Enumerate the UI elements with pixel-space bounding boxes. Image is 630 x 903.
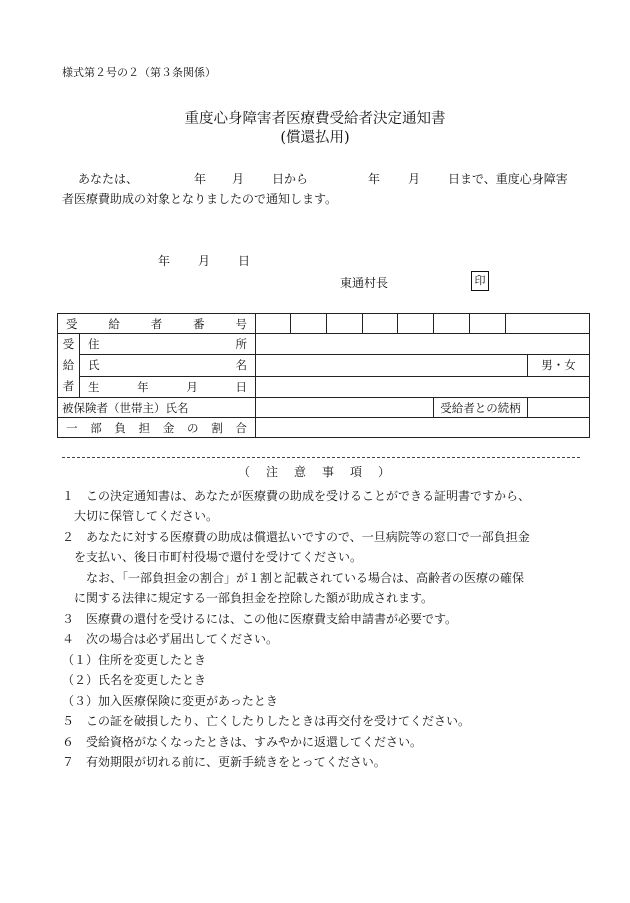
copay-char-6: の — [187, 420, 199, 435]
recipient-vertical-label — [58, 334, 80, 398]
copay-char-5: 金 — [162, 420, 175, 435]
insured-row — [58, 398, 590, 418]
intro-month-1: 月 — [232, 172, 245, 186]
note-line-8: ４ 次の場合は必ず届出してください。 — [62, 632, 279, 646]
issue-month: 月 — [198, 254, 211, 268]
note-line-1: １ この決定通知書は、あなたが医療費の助成を受けることができる証明書ですから、 — [62, 489, 531, 503]
cut-line — [62, 457, 580, 458]
birthdate-label — [80, 376, 256, 397]
relationship-label: 受給者との続柄 — [434, 398, 528, 418]
note-line-12: ５ この証を破損したり、亡くしたりしたときは再交付を受けてください。 — [62, 714, 471, 728]
intro-month-2: 月 — [408, 172, 421, 186]
rv-char-1: 受 — [62, 337, 75, 351]
birth-char-2: 年 — [137, 379, 149, 394]
note-line-10: （２）氏名を変更したとき — [62, 673, 207, 687]
intro-you: あなたは、 — [78, 172, 139, 186]
rn-char-1: 受 — [66, 316, 78, 331]
number-cell-1[interactable] — [256, 314, 291, 334]
note-line-5: なお、「一部負担金の割合」が１割と記載されている場合は、高齢者の医療の確保 — [62, 571, 525, 585]
name-label — [80, 355, 256, 376]
intro-line-2: 者医療費助成の対象となりましたので通知します。 — [62, 192, 338, 206]
intro-year-2: 年 — [368, 172, 381, 186]
note-line-6: に関する法律に規定する一部負担金を控除した額が助成されます。 — [62, 591, 434, 605]
note-line-7: ３ 医療費の還付を受けるには、この他に医療費支給申請書が必要です。 — [62, 612, 458, 626]
rv-char-2: 給 — [62, 358, 75, 372]
form-number: 様式第２号の２（第３条関係） — [62, 66, 216, 79]
name-row — [58, 355, 590, 376]
intro-day-until: 日まで、重度心身障害 — [448, 172, 568, 186]
number-cell-rest — [506, 314, 590, 334]
copay-char-8: 合 — [235, 420, 247, 435]
recipient-number-row — [58, 314, 590, 334]
issue-year: 年 — [158, 254, 171, 268]
seal-box: 印 — [471, 271, 489, 291]
birth-char-3: 月 — [186, 379, 198, 394]
insured-label: 被保険者（世帯主）氏名 — [58, 398, 256, 418]
issue-day: 日 — [238, 254, 251, 268]
copay-label — [58, 418, 256, 438]
number-cell-3[interactable] — [327, 314, 363, 334]
recipient-number-label — [58, 314, 256, 334]
intro-day-from: 日から — [272, 172, 309, 186]
rn-char-2: 給 — [108, 316, 120, 331]
intro-year-1: 年 — [194, 172, 207, 186]
copay-row — [58, 418, 590, 438]
rn-char-5: 号 — [235, 316, 247, 331]
address-value[interactable] — [256, 334, 590, 355]
address-row — [58, 334, 590, 355]
note-line-2: 大切に保管してください。 — [62, 509, 219, 523]
note-line-11: （３）加入医療保険に変更があったとき — [62, 694, 278, 708]
birth-char-1: 生 — [88, 379, 100, 394]
name-char-2: 名 — [235, 358, 247, 373]
copay-char-2: 部 — [90, 420, 102, 435]
note-line-13: ６ 受給資格がなくなったときは、すみやかに返還してください。 — [62, 735, 423, 749]
name-value[interactable] — [256, 355, 528, 376]
number-cell-7[interactable] — [470, 314, 506, 334]
rv-char-3: 者 — [62, 379, 75, 393]
note-line-9: （１）住所を変更したとき — [62, 653, 207, 667]
gender-cell[interactable]: 男・女 — [528, 355, 590, 376]
copay-char-7: 割 — [211, 420, 223, 435]
recipient-table — [57, 313, 590, 438]
address-char-2: 所 — [235, 337, 247, 352]
copay-value[interactable] — [256, 418, 590, 438]
copay-char-3: 負 — [114, 420, 126, 435]
number-cell-4[interactable] — [363, 314, 398, 334]
address-char-1: 住 — [88, 337, 100, 352]
address-label — [80, 334, 256, 355]
document-subtitle: (償還払用) — [280, 130, 350, 146]
number-cell-6[interactable] — [434, 314, 470, 334]
note-line-3: ２ あなたに対する医療費の助成は償還払いですので、一旦病院等の窓口で一部負担金 — [62, 530, 530, 544]
copay-char-4: 担 — [138, 420, 151, 435]
birthdate-row — [58, 376, 590, 397]
birthdate-value[interactable] — [256, 376, 590, 397]
rn-char-4: 番 — [193, 316, 205, 331]
copay-char-1: 一 — [66, 420, 78, 435]
issuer-name: 東通村長 — [340, 276, 389, 290]
number-cell-2[interactable] — [291, 314, 327, 334]
note-line-4: を支払い、後日市町村役場で還付を受けてください。 — [62, 550, 363, 564]
note-line-14: ７ 有効期限が切れる前に、更新手続きをとってください。 — [62, 755, 386, 769]
document-title: 重度心身障害者医療費受給者決定通知書 — [184, 111, 446, 127]
rn-char-3: 者 — [150, 316, 163, 331]
name-char-1: 氏 — [88, 358, 100, 373]
number-cell-5[interactable] — [398, 314, 434, 334]
birth-char-4: 日 — [235, 379, 247, 394]
relationship-value[interactable] — [528, 398, 590, 418]
insured-value[interactable] — [256, 398, 434, 418]
notes-heading: （ 注 意 事 項 ） — [237, 465, 392, 479]
